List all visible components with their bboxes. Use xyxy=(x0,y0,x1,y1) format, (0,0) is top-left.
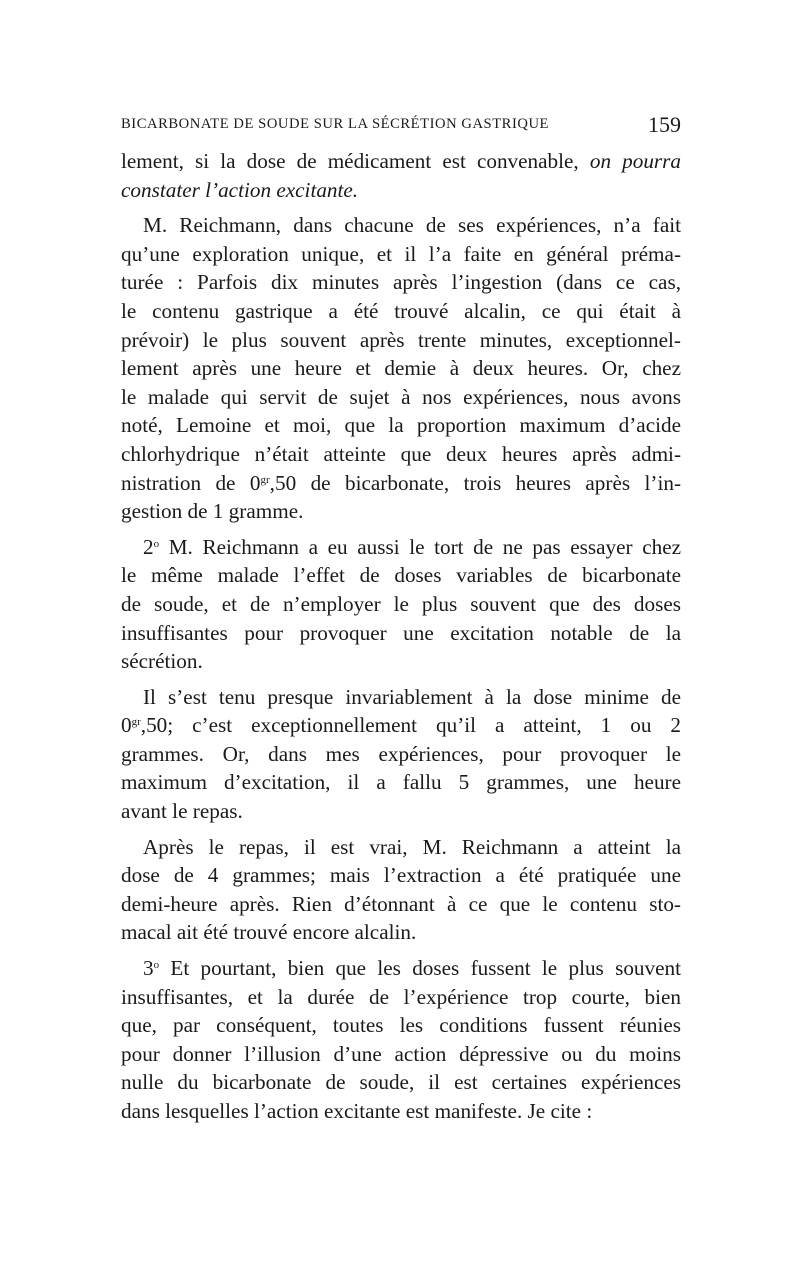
text-run: qu’une exploration unique, et il l’a faite en général préma- xyxy=(121,241,681,266)
text-run: ,50; c’est exceptionnellement qu’il a atteint, 1 ou 2 xyxy=(140,713,681,738)
text-run: dans lesquelles l’action excitante est manifeste. Je cite : xyxy=(121,1099,593,1123)
text-line xyxy=(121,590,681,619)
italic-text: on pourra xyxy=(589,149,681,173)
superscript: gr xyxy=(131,716,141,729)
text-run: nulle du bicarbonate de soude, il est certaines expériences xyxy=(121,1070,681,1095)
text-line xyxy=(121,268,681,297)
paragraph xyxy=(121,683,681,826)
superscript: o xyxy=(153,537,160,550)
text-run: le contenu gastrique a été trouvé alcalin, ce qui était à xyxy=(121,298,681,323)
paragraph xyxy=(121,211,681,526)
running-head xyxy=(121,112,681,140)
paragraph xyxy=(121,147,681,204)
text-line xyxy=(121,469,681,498)
text-line xyxy=(121,383,681,412)
text-run: 2 xyxy=(143,534,154,559)
text-line xyxy=(121,297,681,326)
text-line xyxy=(121,918,681,947)
text-run: Il s’est tenu presque invariablement à la dose minime de xyxy=(143,684,681,709)
text-run: que, par conséquent, toutes les conditions fussent réunies xyxy=(121,1013,681,1038)
paragraph xyxy=(121,833,681,947)
text-run: dose de 4 grammes; mais l’extraction a été pratiquée une xyxy=(121,863,681,888)
text-line xyxy=(121,740,681,769)
text-run: le malade qui servit de sujet à nos expériences, nous avons xyxy=(121,384,681,409)
text-line xyxy=(121,1068,681,1097)
text-line xyxy=(121,326,681,355)
text-line xyxy=(121,440,681,469)
text-run: pour donner l’illusion d’une action dépressive ou du moins xyxy=(121,1041,681,1066)
text-run: macal ait été trouvé encore alcalin. xyxy=(121,920,417,945)
text-run: turée : Parfois dix minutes après l’ingestion (dans ce cas, xyxy=(121,270,681,295)
text-run: 3 xyxy=(143,956,154,981)
text-line xyxy=(121,833,681,862)
text-line xyxy=(121,647,681,676)
text-line xyxy=(121,768,681,797)
text-run: ,50 de bicarbonate, trois heures après l’in- xyxy=(269,470,682,495)
text-run: Après le repas, il est vrai, M. Reichmann a atteint la xyxy=(143,834,681,859)
text-run: noté, Lemoine et moi, que la proportion maximum d’acide xyxy=(121,413,681,438)
text-line xyxy=(121,797,681,826)
text-line xyxy=(121,1011,681,1040)
text-line xyxy=(121,711,681,740)
superscript: gr xyxy=(260,473,270,486)
text-run: le même malade l’effet de doses variables de bicarbonate xyxy=(121,563,681,588)
text-line xyxy=(121,354,681,383)
paragraph xyxy=(121,533,681,676)
text-run: chlorhydrique n’était atteinte que deux heures après admi- xyxy=(121,441,681,466)
text-line xyxy=(121,533,681,562)
text-line xyxy=(121,176,681,205)
text-run: de soude, et de n’employer le plus souvent que des doses xyxy=(121,591,681,616)
paragraph xyxy=(121,954,681,1126)
text-line xyxy=(121,497,681,526)
text-line xyxy=(121,683,681,712)
text-line xyxy=(121,983,681,1012)
text-run: avant le repas. xyxy=(121,799,243,824)
text-run: gestion de 1 gramme. xyxy=(121,499,304,524)
text-line xyxy=(121,411,681,440)
text-line xyxy=(121,619,681,648)
text-run: M. Reichmann a eu aussi le tort de ne pas essayer chez xyxy=(159,534,681,559)
text-run: Et pourtant, bien que les doses fussent le plus souvent xyxy=(159,956,681,981)
text-run: sécrétion. xyxy=(121,649,203,674)
text-line xyxy=(121,954,681,983)
text-run: grammes. Or, dans mes expériences, pour provoquer le xyxy=(121,741,681,766)
text-run: nistration de 0 xyxy=(121,470,261,495)
text-run: M. Reichmann, dans chacune de ses expériences, n’a fait xyxy=(143,213,681,238)
text-line xyxy=(121,211,681,240)
page-number: 159 xyxy=(648,112,681,137)
text-run: insuffisantes pour provoquer une excitation notable de la xyxy=(121,620,681,645)
superscript: o xyxy=(153,959,160,972)
italic-text: constater l’action excitante. xyxy=(121,177,359,202)
text-run: lement après une heure et demie à deux heures. Or, chez xyxy=(121,356,681,381)
text-run: demi-heure après. Rien d’étonnant à ce que le contenu sto- xyxy=(121,891,681,916)
body-text xyxy=(121,147,681,1133)
running-title: BICARBONATE DE SOUDE SUR LA SÉCRÉTION GASTRIQUE xyxy=(121,116,550,132)
text-line xyxy=(121,147,681,176)
text-line xyxy=(121,561,681,590)
text-line xyxy=(121,1097,681,1126)
text-run: lement, si la dose de médicament est convenable, xyxy=(121,149,590,173)
text-run: 0 xyxy=(121,713,132,738)
text-run: maximum d’excitation, il a fallu 5 grammes, une heure xyxy=(121,770,681,795)
text-line xyxy=(121,1040,681,1069)
text-run: insuffisantes, et la durée de l’expérience trop courte, bien xyxy=(121,984,681,1009)
text-line xyxy=(121,890,681,919)
text-line xyxy=(121,240,681,269)
text-line xyxy=(121,861,681,890)
text-run: prévoir) le plus souvent après trente minutes, exceptionnel- xyxy=(121,327,681,352)
